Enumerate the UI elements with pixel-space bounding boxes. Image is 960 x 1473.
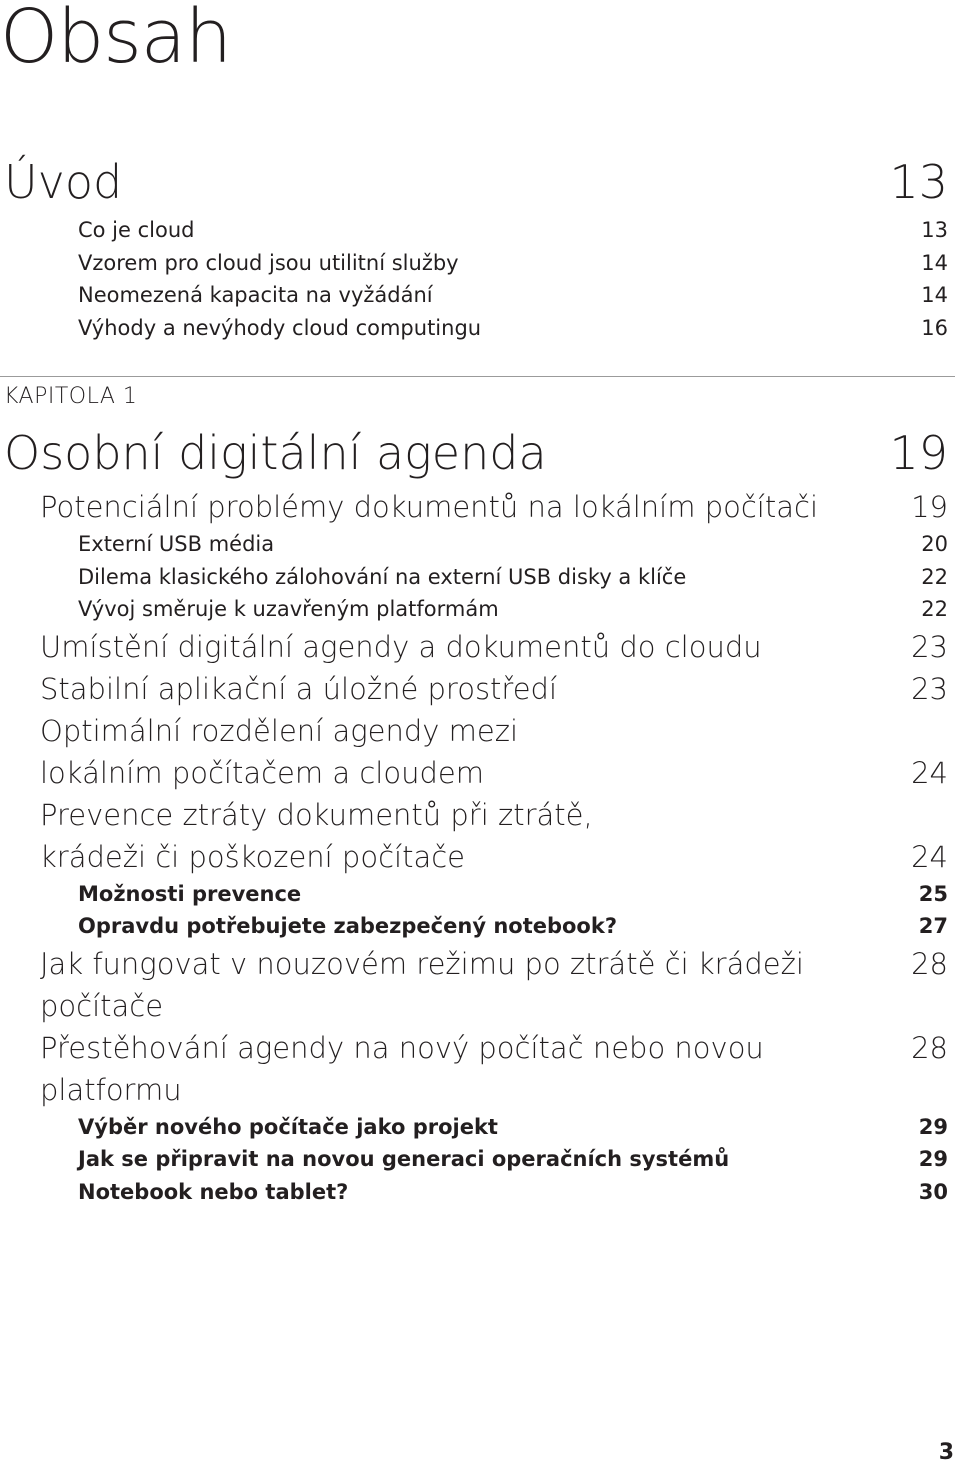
toc-entry-nouzovy-rezim[interactable] xyxy=(0,943,948,1027)
section-intro-page: 13 xyxy=(889,155,948,209)
toc-entry-label: Vzorem pro cloud jsou utilitní služby xyxy=(78,250,459,275)
toc-entry-label: Vývoj směruje k uzavřeným platformám xyxy=(78,597,499,621)
toc-entry-page: 22 xyxy=(921,597,948,621)
toc-entry-co-je-cloud[interactable] xyxy=(0,214,948,247)
toc-entry-page: 28 xyxy=(911,946,948,981)
toc-entry-page: 24 xyxy=(911,839,948,874)
toc-entry-dilema-zalohovani[interactable] xyxy=(0,561,948,594)
chapter-title-page: 19 xyxy=(889,426,948,480)
toc-entry-label-line2: krádeži či poškození počítače xyxy=(40,839,466,874)
chapter-label: KAPITOLA 1 xyxy=(4,384,138,409)
toc-entry-label: Notebook nebo tablet? xyxy=(78,1179,349,1204)
toc-entry-label-line1: Prevence ztráty dokumentů při ztrátě, xyxy=(40,797,593,832)
toc-entry-page: 22 xyxy=(921,564,948,589)
toc-entry-label: Co je cloud xyxy=(78,218,195,242)
toc-entry-externi-usb[interactable] xyxy=(0,528,948,561)
toc-entry-label: Možnosti prevence xyxy=(78,881,302,906)
toc-entry-label: Neomezená kapacita na vyžádání xyxy=(78,283,433,307)
toc-entry-vyhody-nevyhody[interactable] xyxy=(0,312,948,345)
toc-entry-umisteni-cloud[interactable] xyxy=(0,626,948,668)
toc-entry-label xyxy=(40,710,518,794)
toc-entry-label: Stabilní aplikační a úložné prostředí xyxy=(40,671,558,706)
toc-entry-page: 30 xyxy=(918,1179,948,1204)
toc-entry-page: 25 xyxy=(918,881,948,906)
chapter-title-label: Osobní digitální agenda xyxy=(4,426,547,480)
toc-entry-moznosti-prevence[interactable] xyxy=(0,878,948,911)
toc-entry-page: 13 xyxy=(921,218,948,242)
toc-entry-nova-generace-os[interactable] xyxy=(0,1143,948,1176)
toc-entry-zabezpeceny-notebook[interactable] xyxy=(0,910,948,943)
section-intro-title: Úvod xyxy=(4,155,123,209)
toc-entry-label: Potenciální problémy dokumentů na lokálním počítači xyxy=(40,490,819,524)
toc-entry-potencialni-problemy[interactable] xyxy=(0,486,948,528)
toc-entry-utilitni-sluzby[interactable] xyxy=(0,247,948,280)
toc-entry-page: 19 xyxy=(911,490,948,524)
toc-chapter-title[interactable] xyxy=(4,427,948,479)
toc-entry-label xyxy=(40,794,593,878)
toc-entry-prestehovani-agendy[interactable] xyxy=(0,1027,948,1111)
toc-entry-stabilni-prostredi[interactable] xyxy=(0,668,948,710)
toc-entry-page: 16 xyxy=(921,315,948,340)
toc-entry-neomezena-kapacita[interactable] xyxy=(0,279,948,312)
toc-entry-page: 23 xyxy=(911,671,948,706)
toc-entry-label: Jak se připravit na novou generaci operačních systémů xyxy=(78,1147,730,1171)
chapter1-entries-list xyxy=(0,486,948,1208)
page-title: Obsah xyxy=(0,0,232,80)
toc-entry-label: Umístění digitální agendy a dokumentů do cloudu xyxy=(40,629,762,664)
toc-section-intro[interactable] xyxy=(4,156,948,208)
toc-entry-label: Dilema klasického zálohování na externí USB disky a klíče xyxy=(78,564,687,589)
toc-entry-page: 24 xyxy=(911,755,948,790)
toc-entry-page: 29 xyxy=(918,1114,948,1139)
intro-items-list xyxy=(0,214,948,344)
toc-entry-label: Jak fungovat v nouzovém režimu po ztrátě či krádeži počítače xyxy=(40,946,804,1023)
toc-entry-label: Výhody a nevýhody cloud computingu xyxy=(78,315,482,340)
toc-entry-label: Externí USB média xyxy=(78,532,275,556)
toc-entry-vyber-pocitace[interactable] xyxy=(0,1111,948,1144)
toc-entry-label: Opravdu potřebujete zabezpečený notebook? xyxy=(78,914,618,938)
toc-entry-page: 23 xyxy=(911,629,948,664)
toc-entry-label: Výběr nového počítače jako projekt xyxy=(78,1114,498,1139)
toc-entry-vyvoj-platformy[interactable] xyxy=(0,593,948,626)
page-number: 3 xyxy=(938,1440,954,1465)
chapter-divider xyxy=(0,376,955,377)
toc-entry-page: 20 xyxy=(921,532,948,556)
toc-entry-label-line2: lokálním počítačem a cloudem xyxy=(40,755,484,790)
toc-entry-optimalni-rozdeleni[interactable] xyxy=(0,710,948,794)
toc-entry-page: 28 xyxy=(911,1030,948,1065)
toc-entry-prevence-ztraty[interactable] xyxy=(0,794,948,878)
toc-entry-page: 29 xyxy=(918,1147,948,1171)
toc-entry-notebook-tablet[interactable] xyxy=(0,1176,948,1209)
toc-entry-page: 14 xyxy=(921,283,948,307)
toc-entry-label-line1: Optimální rozdělení agendy mezi xyxy=(40,713,519,748)
toc-entry-page: 27 xyxy=(918,914,948,938)
toc-entry-page: 14 xyxy=(921,250,948,275)
toc-entry-label: Přestěhování agendy na nový počítač nebo novou platformu xyxy=(40,1030,764,1107)
